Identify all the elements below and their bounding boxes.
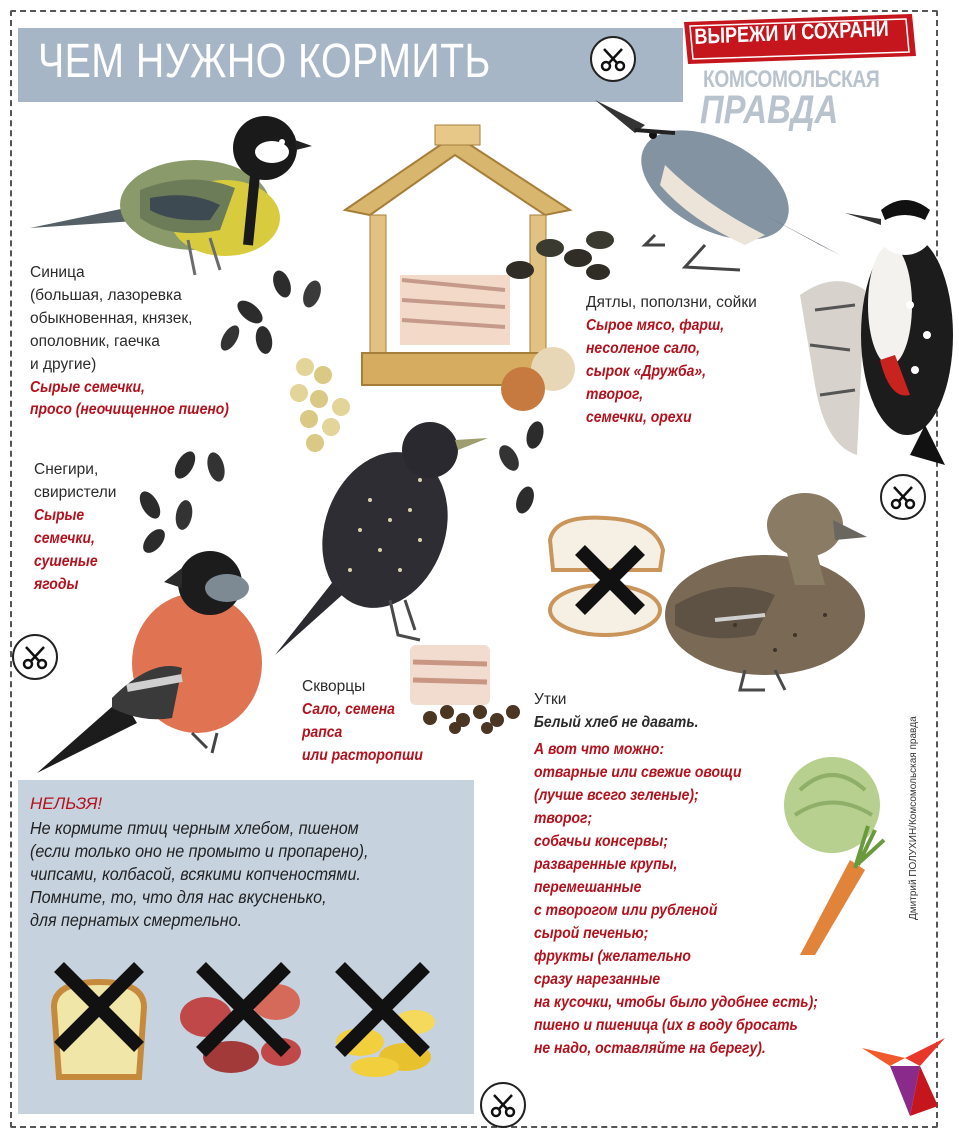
woodpeckers-food-line: семечки, орехи bbox=[586, 409, 692, 426]
tit-details-line: (большая, лазоревка bbox=[30, 287, 182, 304]
tit-food-line: Сырые семечки, bbox=[30, 379, 145, 396]
lard-and-seeds-illustration bbox=[405, 640, 525, 735]
warning-line: для пернатых смертельно. bbox=[30, 910, 243, 930]
woodpeckers-food-line: сырок «Дружба», bbox=[586, 363, 707, 380]
page-title: ЧЕМ НУЖНО КОРМИТЬ bbox=[38, 35, 491, 88]
warning-line: Помните, то, что для нас вкусненько, bbox=[30, 887, 327, 907]
photo-credit: Дмитрий ПОЛУХИН/Комсомольская правда bbox=[908, 716, 919, 920]
woodpeckers-name: Дятлы, поползни, сойки bbox=[586, 294, 757, 311]
ducks-food-line: отварные или свежие овощи bbox=[534, 764, 742, 781]
scissors-icon bbox=[480, 1082, 526, 1128]
starling-food-line: или расторопши bbox=[302, 747, 423, 764]
bullfinch-food-line: Сырые bbox=[34, 507, 85, 524]
ducks-food-line: творог; bbox=[534, 810, 593, 827]
crossed-black-bread-illustration bbox=[44, 962, 154, 1082]
woodpeckers-food-line: несоленое сало, bbox=[586, 340, 701, 357]
warning-line: чипсами, колбасой, всякими копченостями. bbox=[30, 864, 361, 884]
ducks-food-line: собачьи консервы; bbox=[534, 833, 669, 850]
starling-name: Скворцы bbox=[302, 678, 366, 695]
bullfinch-food-line: семечки, bbox=[34, 530, 95, 547]
tit-food-line: просо (неочищенное пшено) bbox=[30, 401, 229, 418]
scissors-icon bbox=[880, 474, 926, 520]
woodpecker-bird-illustration bbox=[795, 185, 959, 465]
ducks-food-line: пшено и пшеница (их в воду бросать bbox=[534, 1017, 798, 1034]
tit-details-line: и другие) bbox=[30, 356, 97, 373]
nuts-illustration bbox=[495, 345, 585, 415]
ducks-name: Утки bbox=[534, 691, 567, 708]
ducks-warning: Белый хлеб не давать. bbox=[534, 714, 699, 731]
tit-details-line: ополовник, гаечка bbox=[30, 333, 160, 350]
sunflower-seeds-illustration bbox=[130, 445, 240, 555]
ducks-food-line: сразу нарезанные bbox=[534, 971, 661, 988]
warning-line: Не кормите птиц черным хлебом, пшеном bbox=[30, 818, 359, 838]
cabbage-and-carrot-illustration bbox=[780, 750, 890, 960]
ducks-food-line: с творогом или рубленой bbox=[534, 902, 718, 919]
bullfinch-name-line: свиристели bbox=[34, 484, 117, 501]
newspaper-logo-line1: КОМСОМОЛЬСКАЯ bbox=[703, 66, 880, 93]
newspaper-logo-line2: ПРАВДА bbox=[700, 88, 839, 132]
bullfinch-name-line: Снегири, bbox=[34, 461, 99, 478]
woodpeckers-food-line: Сырое мясо, фарш, bbox=[586, 317, 725, 334]
bullfinch-food-line: сушеные bbox=[34, 553, 98, 570]
bullfinch-food-line: ягоды bbox=[34, 576, 79, 593]
bird-logo-icon bbox=[860, 1036, 950, 1121]
starling-bird-illustration bbox=[270, 420, 490, 660]
woodpeckers-food-line: творог, bbox=[586, 386, 644, 403]
tit-details-line: обыкновенная, князек, bbox=[30, 310, 193, 327]
starling-food-line: рапса bbox=[302, 724, 343, 741]
ducks-food-line: (лучше всего зеленые); bbox=[534, 787, 699, 804]
crossed-chips-illustration bbox=[330, 962, 440, 1082]
sunflower-seeds-illustration bbox=[495, 420, 555, 520]
stamp-label: ВЫРЕЖИ И СОХРАНИ bbox=[694, 15, 890, 49]
duck-bird-illustration bbox=[655, 485, 870, 700]
ducks-food-line: сырой печенью; bbox=[534, 925, 649, 942]
starling-food-line: Сало, семена bbox=[302, 701, 395, 718]
ducks-food-line: перемешанные bbox=[534, 879, 642, 896]
ducks-food-line: разваренные крупы, bbox=[534, 856, 678, 873]
crossed-sausage-illustration bbox=[176, 962, 306, 1082]
tit-bird-illustration bbox=[20, 110, 320, 280]
warning-title: НЕЛЬЗЯ! bbox=[30, 794, 103, 813]
crossed-white-bread-illustration bbox=[545, 510, 670, 640]
tit-name: Синица bbox=[30, 264, 85, 281]
warning-line: (если только оно не промыто и пропарено), bbox=[30, 841, 369, 861]
scissors-icon bbox=[590, 36, 636, 82]
sunflower-seeds-illustration bbox=[220, 270, 340, 360]
ducks-food-line: не надо, оставляйте на берегу). bbox=[534, 1040, 766, 1057]
bullfinch-bird-illustration bbox=[32, 548, 272, 778]
ducks-allowed-intro: А вот что можно: bbox=[534, 741, 665, 758]
ducks-food-line: фрукты (желательно bbox=[534, 948, 691, 965]
ducks-food-line: на кусочки, чтобы было удобнее есть); bbox=[534, 994, 818, 1011]
